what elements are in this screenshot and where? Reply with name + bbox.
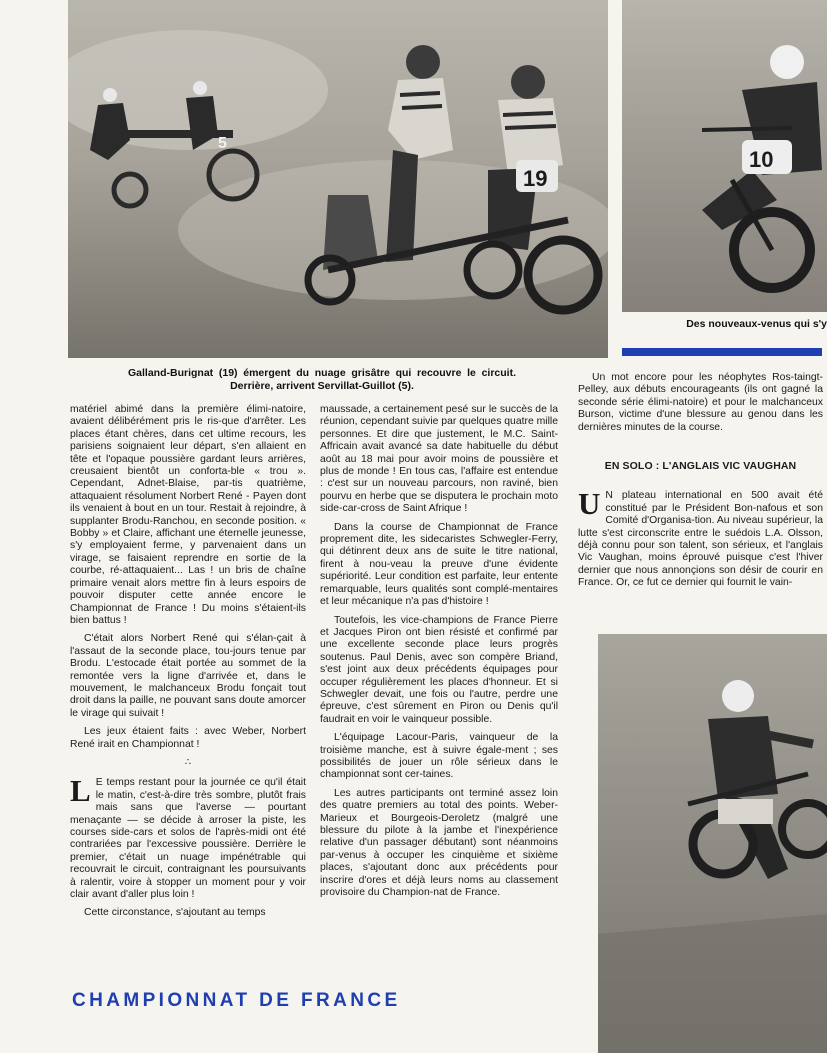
paragraph: L'équipage Lacour-Paris, vainqueur de la troisième manche, est à suivre égale-ment ; ses possibilités de jouer un rôle sérieux dans le championnat sont cer-taines.: [320, 732, 558, 781]
paragraph-text: N plateau international en 500 avait été constitué par le Président Bon-nafous et son Comité d'Organisa-tion. Au niveau supérieur, la lutte s'est circonscrite entre le suédois L.A. Olsson, déjà connu pour son talent, son sérieux, et l'anglais Vic Vaughan, moins éprouvé puisque c'est l'hiver dernier que nous annonçions son désir de courir en France. Or, ce fut ce dernier qui fournit le vain-: [578, 490, 823, 589]
paragraph: Dans la course de Championnat de France proprement dite, les sidecaristes Schwegler-Ferry, qui détinrent deux ans de suite le titre national, firent à nou-veau la preuve d'une évidente supériorité. Leur condition est parfaite, leur entente remarquable, leurs qualités sont complé-mentaires et leur mécanique n'a pas d'histoire !: [320, 521, 558, 608]
paragraph-with-dropcap: [578, 486, 823, 589]
article-column-1: [70, 404, 306, 926]
article-heading: CHAMPIONNAT DE FRANCE: [72, 990, 401, 1011]
photo-caption-right: Des nouveaux-venus qui s'y: [686, 318, 827, 330]
paragraph: Cette circonstance, s'ajoutant au temps: [84, 907, 266, 919]
photo-caption-main: Galland-Burignat (19) émergent du nuage grisâtre qui recouvre le circuit. Derrière, arrivent Servillat-Guillot (5).: [128, 367, 516, 392]
paragraph: Les jeux étaient faits : avec Weber, Norbert René irait en Championnat !: [70, 726, 306, 750]
drop-cap: U: [578, 486, 601, 522]
photo-solo-rider-10: [622, 0, 827, 312]
photo-sidecar-race-image: [68, 0, 608, 358]
section-subheading: EN SOLO : L'ANGLAIS VIC VAUGHAN: [604, 460, 797, 473]
blue-divider: [622, 348, 822, 356]
drop-cap: L: [70, 773, 91, 809]
photo-solo-rider-vaughan-image: [598, 634, 827, 1053]
paragraph-text: E temps restant pour la journée ce qu'il était le matin, c'est-à-dire très sombre, plutôt frais mais sans que l'averse — pourtant menaçante — se décide à arroser la piste, les courses side-cars et solos de l'après-midi ont été contrariées par l'excessive poussière. Derrière le premier, c'était un nuage impénétrable qui recouvrait le circuit, contraignant les poursuivants à ralentir, voire à stopper un moment pour y voir clair avant d'aller plus loin !: [70, 777, 306, 901]
photo-solo-rider-10-image: [622, 0, 827, 312]
photo-solo-rider-vaughan: [598, 634, 827, 1053]
number-plate-10: 10: [749, 147, 774, 172]
paragraph: Les autres participants ont terminé assez loin des quatre premiers au total des points. Weber-Marieux et Bourgeois-Deroletz (malgré une blessure du pilote à la jambe et l'inexpérience relative d'un passager débutant) sont néanmoins par-venus à occuper les cinquième et sixième places, s'ajoutant donc aux précédents pour inscrire d'ores et déjà leurs noms au classement provisoire du Champion-nat de France.: [320, 787, 558, 899]
photo-sidecar-race: [68, 0, 608, 358]
paragraph: Toutefois, les vice-champions de France Pierre et Jacques Piron ont bien résisté et confirmé par une excellente seconde place leurs progrès soutenus. Paul Denis, avec son compère Briand, s'est joint aux deux précédents équipages pour occuper régulièrement les places d'honneur. Et si Schwegler devait, une fois ou l'autre, perdre une épreuve, c'est sûrement en Piron ou Denis qu'il faudrait en voir le vainqueur possible.: [320, 614, 558, 725]
paragraph-with-dropcap: [70, 773, 306, 901]
number-plate-5: 5: [218, 135, 227, 152]
article-column-3: [578, 372, 823, 596]
paragraph: C'était alors Norbert René qui s'élan-çait à l'assaut de la seconde place, tou-jours tenue par Brodu. L'estocade était portée au sommet de la remontée vers la ligne d'arrivée et, dans le mouvement, le malchanceux Brodu fonçait tout droit dans la paille, ne pouvant sans doute amorcer le virage qui suivait !: [70, 633, 306, 719]
article-column-2: [320, 404, 558, 905]
paragraph: maussade, a certainement pesé sur le succès de la réunion, cependant suivie par quelques quatre mille personnes. Et dire que justement, le M.C. Saint-Affricain avait avancé sa date habituelle du début août au 18 mai pour avoir moins de poussière et plus de monde ! En tous cas, l'affaire est entendue : c'est sur un nouveau parcours, non raviné, bien pourvu en herbe que se disputera le prochain moto side-car-cross de Saint Afrique !: [320, 404, 558, 515]
section-separator: ∴: [184, 756, 192, 768]
paragraph: Un mot encore pour les néophytes Ros-taingt-Pelley, aux débuts encourageants (ils ont gagné la seconde série élimi-natoire) et pour le malchanceux Burson, victime d'une blessure au genou dans les dernières minutes de la course.: [578, 372, 823, 433]
paragraph: matériel abimé dans la première élimi-natoire, avaient délibérément pris le ris-que d'arrêter. Les places étant chères, dans cet ultime recours, les parisiens soignaient leur départ, s'en allaient en tête et l'opaque poussière gardant leurs arrières, creusaient bientôt un conforta-ble « trou ». Cependant, Adnet-Blaise, par-tis quatrième, attaquaient résolument Norbert René - Payen dont ils venaient à bout en un tour. Restait à rejoindre, à supplanter Brodu-Ranchou, en seconde position. « Bobby » et Claire, affichant une éternelle jeunesse, s'y employaient ferme, y parvenaient dans un virage, se faisaient reprendre en sortie de la courbe, ré-attaquaient... Las ! un bris de chaîne primaire venait alors mettre fin à leurs espoirs de pouvoir disputer cette année encore le Championnat de France ! Du moins s'étaient-ils bien battus !: [70, 404, 306, 626]
number-plate-19: 19: [523, 166, 548, 191]
